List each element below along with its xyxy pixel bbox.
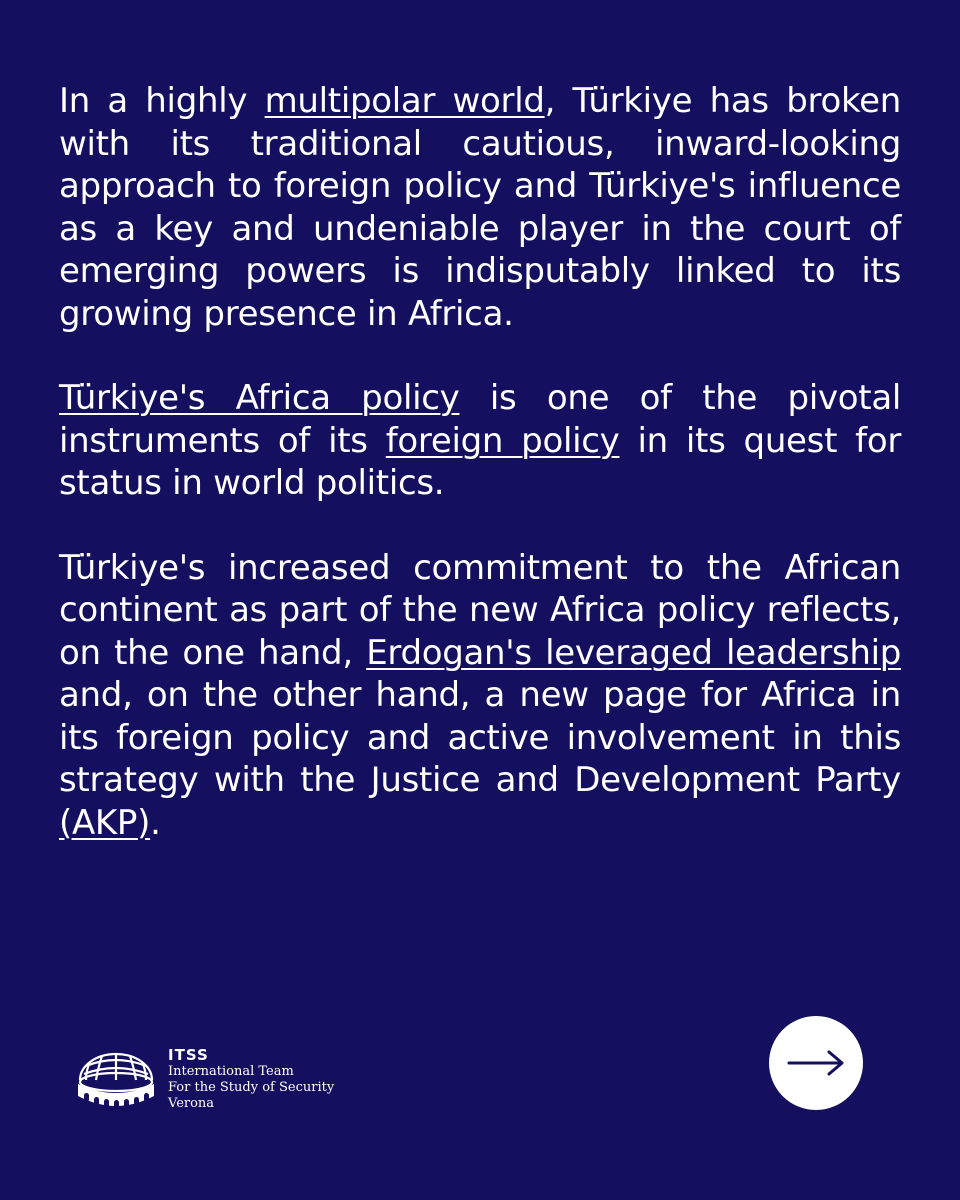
article-body bbox=[59, 80, 901, 886]
itss-logo bbox=[74, 1046, 374, 1126]
paragraph-2 bbox=[59, 377, 901, 505]
paragraph-text: in its quest for status in world politics. bbox=[59, 420, 901, 503]
paragraph-3 bbox=[59, 547, 901, 845]
link-multipolar-world[interactable]: multipolar world bbox=[264, 81, 545, 121]
paragraph-text: Türkiye's increased commitment to the African continent as part of the new Africa policy reflects, on the one hand, bbox=[59, 547, 901, 673]
logo-line-1: International Team bbox=[168, 1064, 294, 1079]
link-turkiye-africa-policy[interactable]: Türkiye's Africa policy bbox=[59, 378, 460, 418]
link-foreign-policy[interactable]: foreign policy bbox=[385, 420, 620, 461]
logo-line-3: Verona bbox=[168, 1096, 215, 1111]
arrow-right-icon bbox=[785, 1048, 847, 1078]
colosseum-globe-icon bbox=[74, 1046, 158, 1118]
paragraph-text: is one of the pivotal instruments of its bbox=[59, 378, 901, 461]
next-button[interactable] bbox=[769, 1016, 863, 1110]
paragraph-1 bbox=[59, 80, 901, 335]
paragraph-text: In a highly bbox=[59, 81, 265, 121]
paragraph-text: , Türkiye has broken with its traditional cautious, inward-looking approach to foreign policy and Türkiye's influence as a key and undeniable player in the court of emerging powers is indisputably linked to its growing presence in Africa. bbox=[59, 81, 901, 334]
logo-abbreviation: ITSS bbox=[168, 1046, 209, 1064]
paragraph-text: and, on the other hand, a new page for Africa in its foreign policy and active involvement in this strategy with the Justice and Development Party bbox=[59, 675, 901, 800]
logo-line-2: For the Study of Security bbox=[168, 1080, 335, 1095]
link-erdogan-leadership[interactable]: Erdogan's leveraged leadership bbox=[366, 632, 901, 673]
logo-text bbox=[168, 1046, 334, 1112]
link-akp[interactable]: (AKP) bbox=[59, 802, 151, 843]
paragraph-text: . bbox=[150, 802, 161, 843]
